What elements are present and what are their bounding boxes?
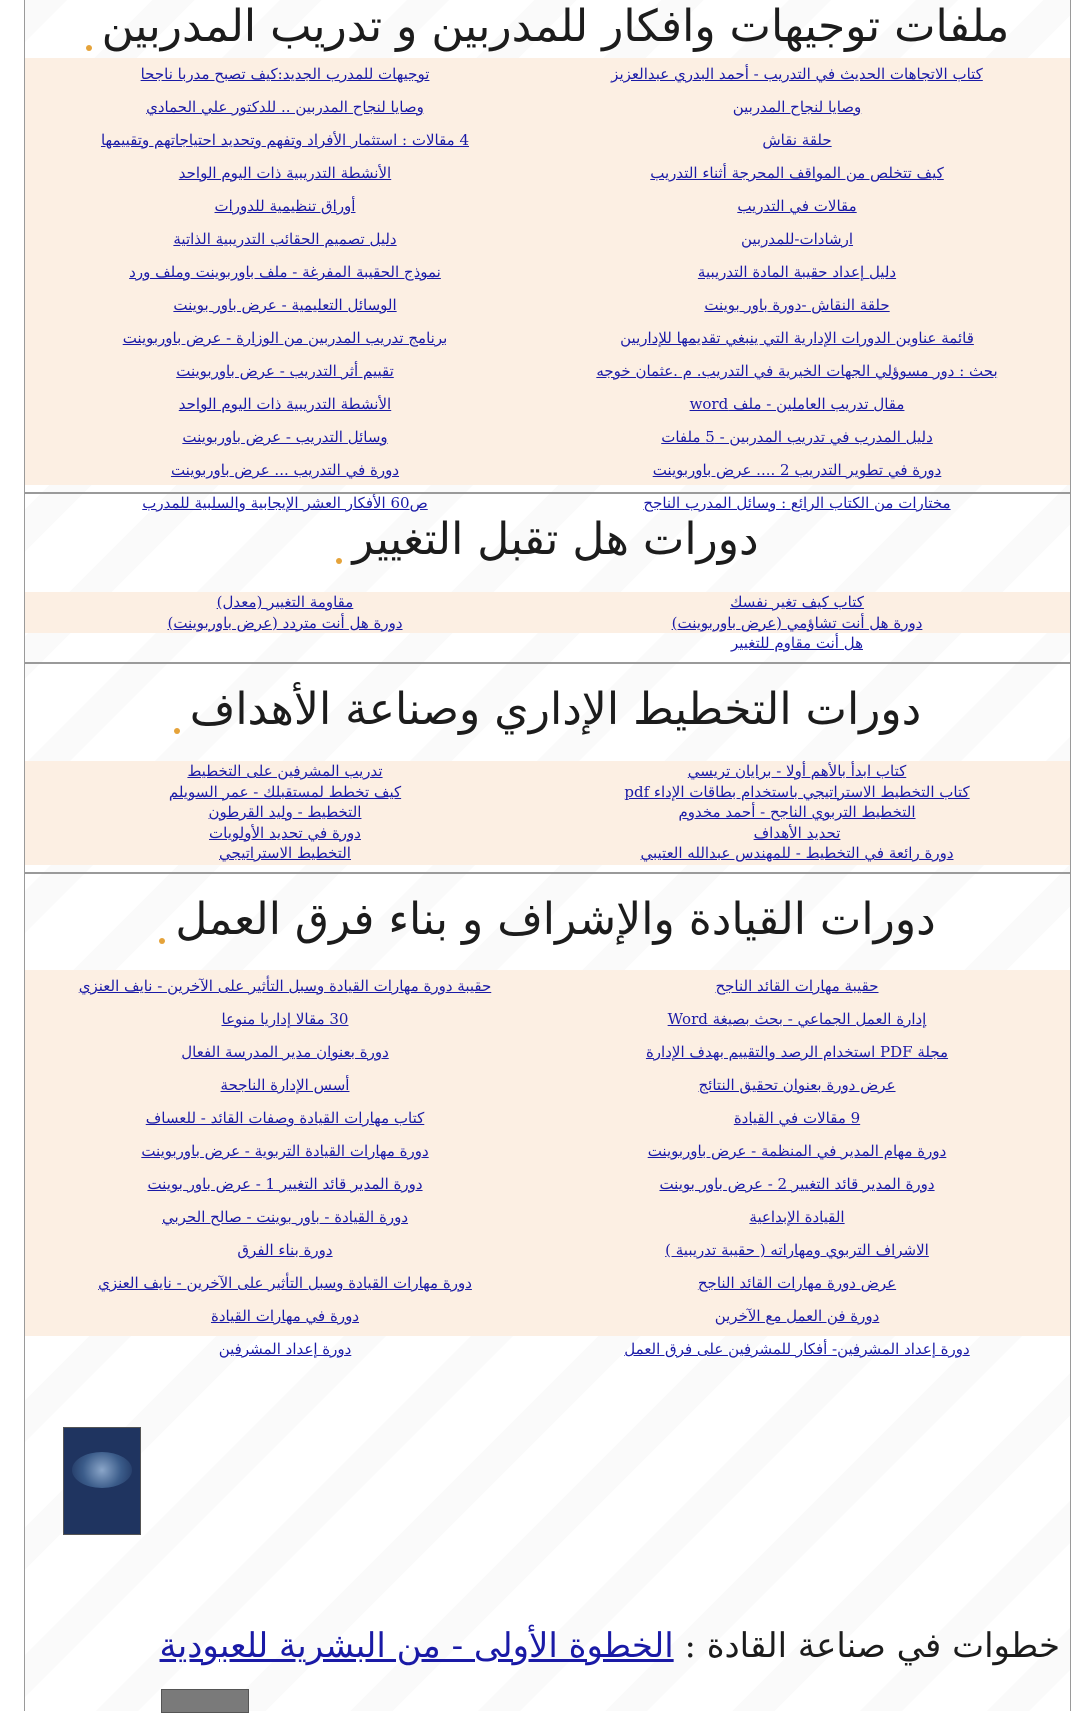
resource-link[interactable]: دورة المدير قائد التغيير 2 - عرض باور بوينت: [659, 1175, 935, 1193]
section-title-text: دورات القيادة والإشراف و بناء فرق العمل: [175, 894, 936, 945]
resource-link[interactable]: تدريب المشرفين على التخطيط: [187, 762, 383, 780]
footer-prefix: خطوات في صناعة القادة :: [673, 1626, 1060, 1666]
resource-link[interactable]: دورة المدير قائد التغيير 1 - عرض باور بوينت: [147, 1175, 423, 1193]
resource-link[interactable]: التخطيط - وليد القرطون: [208, 803, 362, 821]
resource-link[interactable]: الوسائل التعليمية - عرض باور بوينت: [173, 296, 397, 314]
resource-link[interactable]: كيف تخطط لمستقبلك - عمر السويلم: [168, 782, 402, 801]
resource-link[interactable]: بحث : دور مسوؤلي الجهات الخيرية في التدريب. م .عثمان خوجه: [596, 362, 998, 380]
bullet-icon: [159, 938, 165, 944]
resource-link[interactable]: نموذج الحقيبة المفرغة - ملف باوربوينت وملف ورد: [129, 263, 441, 281]
resource-link[interactable]: دورة إعداد المشرفين- أفكار للمشرفين على فرق العمل: [624, 1340, 970, 1358]
resource-link[interactable]: حلقة النقاش -دورة باور بوينت: [704, 296, 890, 314]
resource-link[interactable]: مجلة PDF استخدام الرصد والتقييم بهدف الإدارة: [645, 1043, 949, 1061]
resource-link[interactable]: دورة مهارات القيادة التربوية - عرض باوربوينت: [141, 1142, 429, 1160]
resource-link[interactable]: عرض دورة مهارات القائد الناجح: [697, 1274, 897, 1292]
section-title-leadership: [25, 896, 1070, 944]
section-title-change: [25, 516, 1070, 564]
resource-link[interactable]: وصايا لنجاح المدربين .. للدكتور علي الحمادي: [146, 98, 424, 116]
resource-link[interactable]: التخطيط الاستراتيجي: [219, 844, 351, 862]
resource-link[interactable]: إدارة العمل الجماعي - بحث بصيغة Word: [667, 1010, 927, 1028]
resource-link[interactable]: تحديد الأهداف: [753, 823, 841, 842]
small-book-image[interactable]: [161, 1689, 249, 1713]
bullet-icon: [336, 558, 342, 564]
resource-link[interactable]: كيف تتخلص من المواقف المحرجة أثناء التدريب: [650, 164, 944, 182]
section-title-text: دورات التخطيط الإداري وصناعة الأهداف: [189, 684, 922, 735]
resource-link[interactable]: 30 مقالا إداريا منوعا: [221, 1010, 349, 1028]
resource-link[interactable]: دورة هل أنت تشاؤمي (عرض باوربوينت): [671, 613, 923, 632]
resource-link[interactable]: دورة في تحديد الأولويات: [209, 823, 361, 842]
section-title-trainers: [25, 3, 1070, 51]
resource-link[interactable]: وصايا لنجاح المدربين: [732, 98, 862, 116]
resource-link[interactable]: كتاب الاتجاهات الحديث في التدريب - أحمد البدري عبدالعزيز: [611, 65, 983, 83]
resource-link[interactable]: الاشراف التربوي ومهاراته ( حقيبة تدريبية ): [665, 1241, 929, 1259]
resource-link[interactable]: حلقة نقاش: [762, 131, 832, 149]
resource-link[interactable]: كتاب كيف تغير نفسك: [730, 593, 864, 611]
resource-link[interactable]: حقيبة دورة مهارات القيادة وسبل التأثير على الآخرين - نايف العنزي: [78, 977, 492, 995]
resource-link[interactable]: قائمة عناوين الدورات الإدارية التي ينبغي تقديمها للإداريين: [620, 329, 974, 347]
resource-link[interactable]: دورة القيادة - باور بوينت - صالح الحربي: [161, 1208, 409, 1226]
section-title-text: دورات هل تقبل التغيير: [352, 514, 759, 565]
resource-link[interactable]: دورة فن العمل مع الآخرين: [714, 1307, 880, 1325]
resource-link[interactable]: دورة بعنوان مدير المدرسة الفعال: [181, 1043, 389, 1061]
book-cover-image[interactable]: [63, 1427, 141, 1535]
resource-link[interactable]: ارشادات-للمدربين: [740, 230, 854, 248]
section-divider: [25, 662, 1070, 664]
resource-link[interactable]: دليل إعداد حقيبة المادة التدريبية: [697, 263, 897, 281]
link-column-left: [45, 761, 525, 864]
document-page: [24, 0, 1071, 1711]
footer-link[interactable]: الخطوة الأولى - من البشرية للعبودية: [159, 1626, 674, 1666]
bullet-icon: [86, 45, 92, 51]
resource-link[interactable]: دورة في التدريب ... عرض باوربوينت: [170, 461, 400, 479]
resource-link[interactable]: هل أنت مقاوم للتغيير: [731, 634, 863, 652]
resource-link[interactable]: دورة بناء الفرق: [237, 1241, 333, 1259]
resource-link[interactable]: مقالات في التدريب: [737, 197, 857, 215]
resource-link[interactable]: التخطيط التربوي الناجح - أحمد مخدوم: [678, 803, 916, 821]
resource-link[interactable]: برنامج تدريب المدربين من الوزارة - عرض باوربوينت: [122, 329, 448, 347]
resource-link[interactable]: دورة رائعة في التخطيط - للمهندس عبدالله العتيبي: [640, 844, 954, 862]
resource-link[interactable]: كتاب مهارات القيادة وصفات القائد - للعساف: [145, 1109, 425, 1127]
resource-link[interactable]: مختارات من الكتاب الرائع : وسائل المدرب الناجح: [643, 494, 951, 512]
resource-link[interactable]: دورة مهام المدير في المنظمة - عرض باوربوينت: [647, 1142, 947, 1160]
link-column-right: [537, 970, 1057, 1366]
link-column-right: [537, 592, 1057, 654]
resource-link[interactable]: دورة في مهارات القيادة: [210, 1307, 359, 1325]
resource-link[interactable]: مقال تدريب العاملين - ملف word: [689, 395, 905, 413]
section-title-text: ملفات توجيهات وافكار للمدربين و تدريب المدربين: [101, 1, 1010, 52]
resource-link[interactable]: أوراق تنظيمية للدورات: [214, 197, 356, 215]
resource-link[interactable]: دورة في تطوير التدريب 2 .... عرض باوربوينت: [652, 461, 942, 479]
resource-link[interactable]: عرض دورة بعنوان تحقيق النتائج: [698, 1076, 896, 1094]
resource-link[interactable]: توجيهات للمدرب الجديد:كيف تصبح مدربا ناجحا: [140, 65, 430, 83]
resource-link[interactable]: تقييم أثر التدريب - عرض باوربوينت: [176, 362, 394, 380]
resource-link[interactable]: كتاب ابدأ بالأهم أولا - برايان تريسي: [687, 762, 907, 780]
resource-link[interactable]: 9 مقالات في القيادة: [733, 1109, 861, 1127]
resource-link[interactable]: حقيبة مهارات القائد الناجح: [715, 977, 879, 995]
section-divider: [25, 492, 1070, 494]
link-column-left: [45, 970, 525, 1366]
link-column-left: [45, 58, 525, 520]
resource-link[interactable]: 4 مقالات : استثمار الأفراد وتفهم وتحديد احتياجاتهم وتقييمها: [100, 131, 470, 149]
resource-link[interactable]: أسس الإدارة الناجحة: [220, 1076, 350, 1094]
link-column-right: [537, 761, 1057, 864]
resource-link[interactable]: دورة إعداد المشرفين: [218, 1340, 352, 1358]
bullet-icon: [174, 728, 180, 734]
resource-link[interactable]: دورة هل أنت متردد (عرض باوربوينت): [167, 613, 403, 632]
resource-link[interactable]: ص60 الأفكار العشر الإيجابية والسلبية للمدرب: [142, 494, 428, 512]
resource-link[interactable]: كتاب التخطيط الاستراتيجي باستخدام بطاقات الإداء pdf: [624, 782, 970, 801]
footer-heading: [160, 1626, 1060, 1666]
resource-link[interactable]: وسائل التدريب - عرض باوربوينت: [182, 428, 388, 446]
link-column-left: [45, 592, 525, 633]
section-divider: [25, 872, 1070, 874]
resource-link[interactable]: الأنشطة التدريبية ذات اليوم الواحد: [178, 395, 392, 413]
link-column-right: [537, 58, 1057, 520]
section-title-planning: [25, 686, 1070, 734]
resource-link[interactable]: القيادة الإبداعية: [749, 1208, 845, 1226]
resource-link[interactable]: الأنشطة التدريبية ذات اليوم الواحد: [178, 164, 392, 182]
resource-link[interactable]: دليل المدرب في تدريب المدربين - 5 ملفات: [661, 428, 933, 446]
resource-link[interactable]: مقاومة التغيير (معدل): [216, 593, 354, 611]
resource-link[interactable]: دليل تصميم الحقائب التدريبية الذاتية: [173, 230, 397, 248]
resource-link[interactable]: دورة مهارات القيادة وسبل التأثير على الآخرين - نايف العنزي: [98, 1274, 472, 1292]
